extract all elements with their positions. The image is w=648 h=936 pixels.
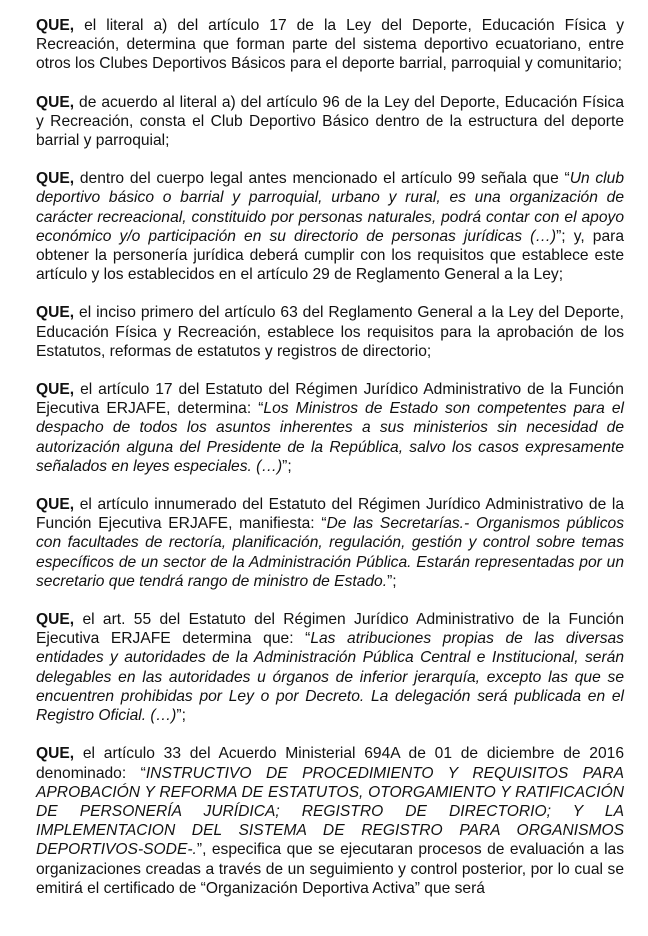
paragraph-text: el inciso primero del artículo 63 del Reglamento General a la Ley del Deporte, Educación Física y Recreación, establece los requisitos para la aprobación de los Estatutos, reformas de estatutos y registros de directorio; bbox=[36, 304, 624, 360]
considerando-paragraph bbox=[36, 610, 624, 725]
considerando-paragraph bbox=[36, 380, 624, 476]
considerando-paragraph bbox=[36, 93, 624, 151]
paragraph-lead: QUE, bbox=[36, 496, 75, 514]
quoted-text: Un club deportivo básico o barrial y parroquial, urbano y rural, es una organización de carácter recreacional, constituido por personas naturales, podrá contar con el apoyo económico y/o participación en su directorio de personas jurídicas (…) bbox=[36, 170, 624, 245]
paragraph-lead: QUE, bbox=[36, 170, 75, 188]
paragraph-text: el literal a) del artículo 17 de la Ley del Deporte, Educación Física y Recreación, determina que forman parte del sistema deportivo ecuatoriano, entre otros los Clubes Deportivos Básicos para el deporte barrial, parroquial y comunitario; bbox=[36, 17, 624, 73]
paragraph-lead: QUE, bbox=[36, 611, 75, 629]
paragraph-text: el artículo innumerado del Estatuto del Régimen Jurídico Administrativo de la Función Ejecutiva ERJAFE, manifiesta: “ bbox=[36, 496, 624, 533]
paragraph-text: ”; y, para obtener la personería jurídica deberá cumplir con los requisitos que establece este artículo y los establecidos en el artículo 29 de Reglamento General a la Ley; bbox=[36, 227, 624, 284]
paragraph-text: ”; bbox=[176, 707, 186, 725]
paragraph-lead: QUE, bbox=[36, 304, 75, 322]
paragraph-text: el art. 55 del Estatuto del Régimen Jurídico Administrativo de la Función Ejecutiva ERJAFE determina que: “ bbox=[36, 611, 624, 648]
paragraph-text: ”; bbox=[282, 457, 292, 475]
paragraph-lead: QUE, bbox=[36, 93, 75, 111]
quoted-text: Las atribuciones propias de las diversas entidades y autoridades de la Administración Pública Central e Institucional, serán delegables en las autoridades u órganos de inferior jerarquía, excepto las que se encuentren prohibidas por Ley o por Decreto. La delegación será publicada en el Registro Oficial. (…) bbox=[36, 630, 624, 725]
considerando-paragraph bbox=[36, 744, 624, 898]
considerando-paragraph bbox=[36, 495, 624, 591]
paragraph-text: ”; bbox=[387, 572, 397, 590]
paragraph-text: ”, especifica que se ejecutaran procesos de evaluación a las organizaciones creadas a través de un seguimiento y control posterior, por lo cual se emitirá el certificado de “Organización Deportiva Activa” que será bbox=[36, 841, 624, 897]
paragraph-lead: QUE, bbox=[36, 17, 75, 34]
quoted-text: Los Ministros de Estado son competentes para el despacho de todos los asuntos inherentes a sus ministerios sin necesidad de autorización alguna del Presidente de la República, salvo los casos expresamente señalados en leyes especiales. (…) bbox=[36, 400, 624, 475]
paragraph-text: el artículo 33 del Acuerdo Ministerial 694A de 01 de diciembre de 2016 denominado: “ bbox=[36, 745, 624, 782]
quoted-text: De las Secretarías.- Organismos públicos con facultades de rectoría, planificación, regulación, gestión y control sobre temas específicos de un sector de la Administración Pública. Estarán representadas por un secretario que tendrá rango de ministro de Estado. bbox=[36, 515, 624, 590]
document-page bbox=[36, 16, 624, 917]
paragraph-text: dentro del cuerpo legal antes mencionado el artículo 99 señala que “ bbox=[74, 170, 570, 188]
paragraph-lead: QUE, bbox=[36, 745, 75, 763]
considerando-paragraph bbox=[36, 16, 624, 74]
quoted-text: INSTRUCTIVO DE PROCEDIMIENTO Y REQUISITOS PARA APROBACIÓN Y REFORMA DE ESTATUTOS, OTORGAMIENTO Y RATIFICACIÓN DE PERSONERÍA JURÍDICA; REGISTRO DE DIRECTORIO; Y LA IMPLEMENTACION DEL SISTEMA DE REGISTRO PARA ORGANISMOS DEPORTIVOS-SODE-. bbox=[36, 764, 624, 859]
considerando-paragraph bbox=[36, 303, 624, 361]
considerando-paragraph bbox=[36, 169, 624, 284]
paragraph-text: de acuerdo al literal a) del artículo 96 de la Ley del Deporte, Educación Física y Recreación, consta el Club Deportivo Básico dentro de la estructura del deporte barrial y parroquial; bbox=[36, 93, 624, 150]
paragraph-text: el artículo 17 del Estatuto del Régimen Jurídico Administrativo de la Función Ejecutiva ERJAFE, determina: “ bbox=[36, 381, 624, 418]
paragraph-lead: QUE, bbox=[36, 381, 75, 399]
